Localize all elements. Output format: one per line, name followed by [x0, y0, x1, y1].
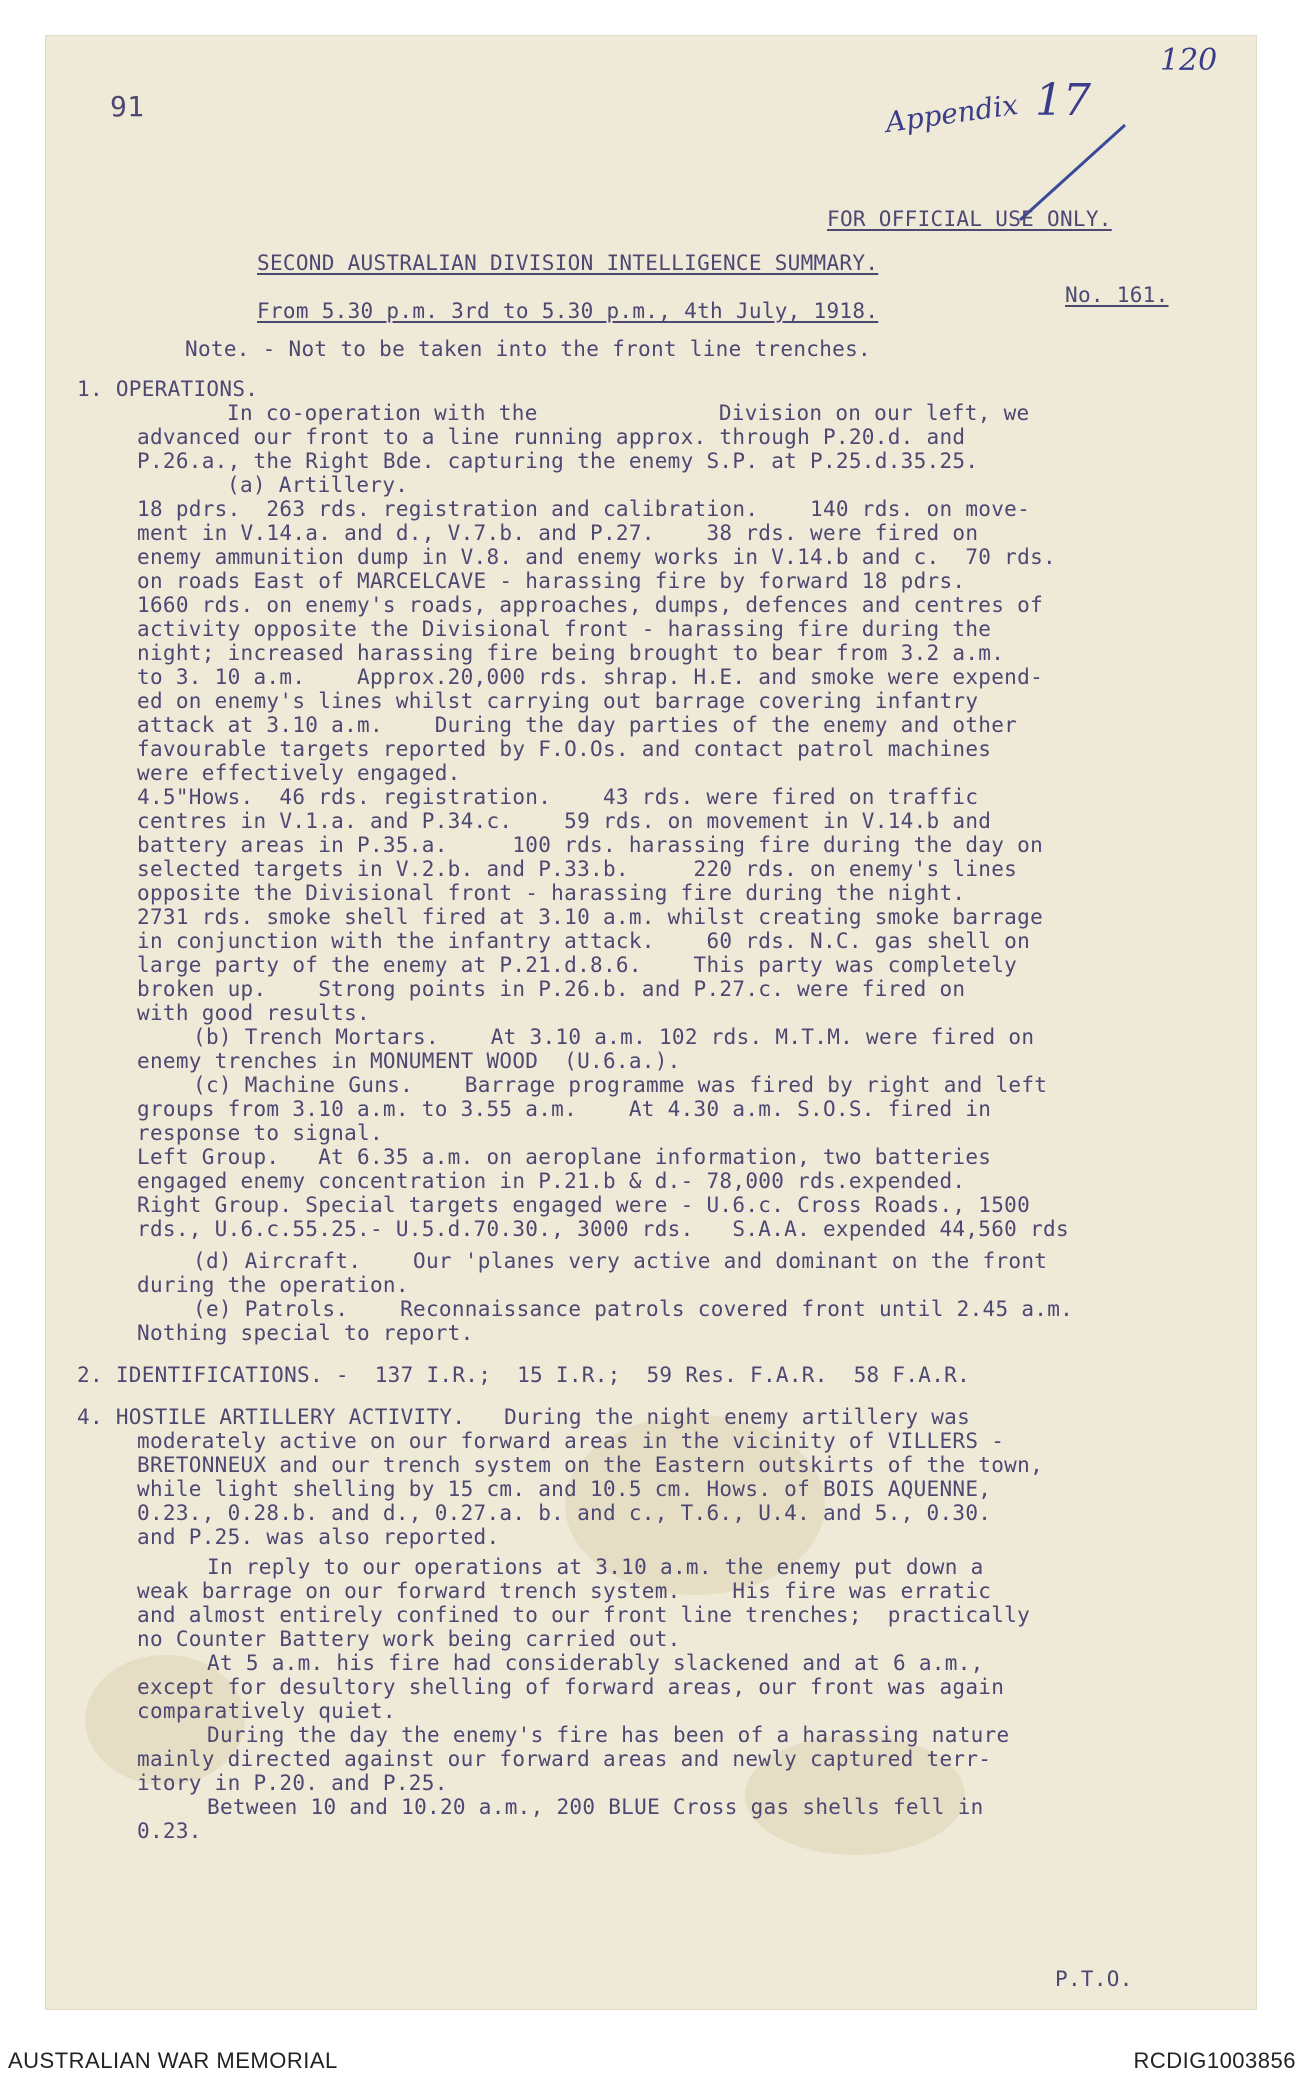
pto-mark: P.T.O. [1055, 1967, 1133, 1991]
body-line: Left Group. At 6.35 a.m. on aeroplane information, two batteries [137, 1145, 992, 1169]
section-heading: 1. OPERATIONS. [77, 377, 259, 401]
body-line: mainly directed against our forward areas and newly captured terr- [137, 1747, 992, 1771]
body-line: BRETONNEUX and our trench system on the Eastern outskirts of the town, [137, 1453, 1044, 1477]
appendix-stamp: Appendix [883, 87, 1020, 140]
body-line: At 5 a.m. his fire had considerably slackened and at 6 a.m., [207, 1651, 984, 1675]
body-line: were effectively engaged. [137, 761, 461, 785]
body-line: Right Group. Special targets engaged were - U.6.c. Cross Roads., 1500 [137, 1193, 1031, 1217]
summary-note: Note. - Not to be taken into the front line trenches. [185, 337, 871, 361]
body-line: enemy ammunition dump in V.8. and enemy works in V.14.b and c. 70 rds. [137, 545, 1056, 569]
body-line: rds., U.6.c.55.25.- U.5.d.70.30., 3000 rds. S.A.A. expended 44,560 rds [137, 1217, 1069, 1241]
body-line: (c) Machine Guns. Barrage programme was fired by right and left [193, 1073, 1048, 1097]
body-line: except for desultory shelling of forward areas, our front was again [137, 1675, 1005, 1699]
body-line: ment in V.14.a. and d., V.7.b. and P.27. 38 rds. were fired on [137, 521, 979, 545]
section-heading: 4. HOSTILE ARTILLERY ACTIVITY. During the night enemy artillery was [77, 1405, 971, 1429]
body-line: during the operation. [137, 1273, 409, 1297]
document-page [45, 35, 1257, 2010]
section-heading: 2. IDENTIFICATIONS. - 137 I.R.; 15 I.R.; 59 Res. F.A.R. 58 F.A.R. [77, 1363, 971, 1387]
body-line: 0.23., 0.28.b. and d., 0.27.a. b. and c., T.6., U.4. and 5., 0.30. [137, 1501, 992, 1525]
page-mark: 91 [110, 90, 145, 123]
summary-title: SECOND AUSTRALIAN DIVISION INTELLIGENCE SUMMARY. [257, 251, 879, 275]
body-line: favourable targets reported by F.O.Os. and contact patrol machines [137, 737, 992, 761]
body-line: to 3. 10 a.m. Approx.20,000 rds. shrap. H.E. and smoke were expend- [137, 665, 1044, 689]
body-line: enemy trenches in MONUMENT WOOD (U.6.a.). [137, 1049, 681, 1073]
body-line: During the day the enemy's fire has been of a harassing nature [207, 1723, 1010, 1747]
body-line: 4.5"Hows. 46 rds. registration. 43 rds. were fired on traffic [137, 785, 979, 809]
body-line: P.26.a., the Right Bde. capturing the enemy S.P. at P.25.d.35.25. [137, 449, 979, 473]
body-line: selected targets in V.2.b. and P.33.b. 220 rds. on enemy's lines [137, 857, 1018, 881]
official-use-label: FOR OFFICIAL USE ONLY. [827, 207, 1112, 231]
footer-archive-name: AUSTRALIAN WAR MEMORIAL [8, 2048, 338, 2073]
body-line: centres in V.1.a. and P.34.c. 59 rds. on movement in V.14.b and [137, 809, 992, 833]
body-line: activity opposite the Divisional front - harassing fire during the [137, 617, 992, 641]
body-line: response to signal. [137, 1121, 383, 1145]
body-line: in conjunction with the infantry attack. 60 rds. N.C. gas shell on [137, 929, 1031, 953]
body-line: no Counter Battery work being carried out. [137, 1627, 681, 1651]
body-line: night; increased harassing fire being brought to bear from 3.2 a.m. [137, 641, 1005, 665]
body-line: 18 pdrs. 263 rds. registration and calibration. 140 rds. on move- [137, 497, 1031, 521]
footer-item-id: RCDIG1003856 [1133, 2048, 1296, 2073]
body-line: large party of the enemy at P.21.d.8.6. This party was completely [137, 953, 1018, 977]
body-line: itory in P.20. and P.25. [137, 1771, 448, 1795]
body-line: with good results. [137, 1001, 370, 1025]
appendix-number: 17 [1035, 75, 1091, 126]
body-line: groups from 3.10 a.m. to 3.55 a.m. At 4.30 a.m. S.O.S. fired in [137, 1097, 992, 1121]
body-line: (a) Artillery. [227, 473, 409, 497]
body-line: battery areas in P.35.a. 100 rds. harassing fire during the day on [137, 833, 1044, 857]
body-line: In reply to our operations at 3.10 a.m. the enemy put down a [207, 1555, 984, 1579]
body-line: (d) Aircraft. Our 'planes very active and dominant on the front [193, 1249, 1048, 1273]
body-line: while light shelling by 15 cm. and 10.5 cm. Hows. of BOIS AQUENNE, [137, 1477, 992, 1501]
summary-period: From 5.30 p.m. 3rd to 5.30 p.m., 4th July, 1918. [257, 299, 879, 323]
body-line: 2731 rds. smoke shell fired at 3.10 a.m. whilst creating smoke barrage [137, 905, 1044, 929]
body-line: In co-operation with the Division on our left, we [227, 401, 1030, 425]
body-line: broken up. Strong points in P.26.b. and P.27.c. were fired on [137, 977, 966, 1001]
body-line: and almost entirely confined to our front line trenches; practically [137, 1603, 1031, 1627]
body-line: advanced our front to a line running approx. through P.20.d. and [137, 425, 966, 449]
body-line: Between 10 and 10.20 a.m., 200 BLUE Cross gas shells fell in [207, 1795, 984, 1819]
body-line: moderately active on our forward areas in the vicinity of VILLERS - [137, 1429, 1005, 1453]
body-line: 0.23. [137, 1819, 202, 1843]
folio-number: 120 [1160, 43, 1218, 78]
body-line: ed on enemy's lines whilst carrying out barrage covering infantry [137, 689, 979, 713]
body-line: (b) Trench Mortars. At 3.10 a.m. 102 rds. M.T.M. were fired on [193, 1025, 1035, 1049]
body-line: opposite the Divisional front - harassing fire during the night. [137, 881, 966, 905]
body-line: (e) Patrols. Reconnaissance patrols covered front until 2.45 a.m. [193, 1297, 1074, 1321]
body-line: weak barrage on our forward trench system. His fire was erratic [137, 1579, 992, 1603]
body-line: comparatively quiet. [137, 1699, 396, 1723]
body-line: 1660 rds. on enemy's roads, approaches, dumps, defences and centres of [137, 593, 1044, 617]
body-line: on roads East of MARCELCAVE - harassing fire by forward 18 pdrs. [137, 569, 966, 593]
body-line: Nothing special to report. [137, 1321, 474, 1345]
body-line: and P.25. was also reported. [137, 1525, 500, 1549]
body-line: attack at 3.10 a.m. During the day parties of the enemy and other [137, 713, 1018, 737]
body-line: engaged enemy concentration in P.21.b & d.- 78,000 rds.expended. [137, 1169, 966, 1193]
summary-number: No. 161. [1065, 283, 1169, 307]
